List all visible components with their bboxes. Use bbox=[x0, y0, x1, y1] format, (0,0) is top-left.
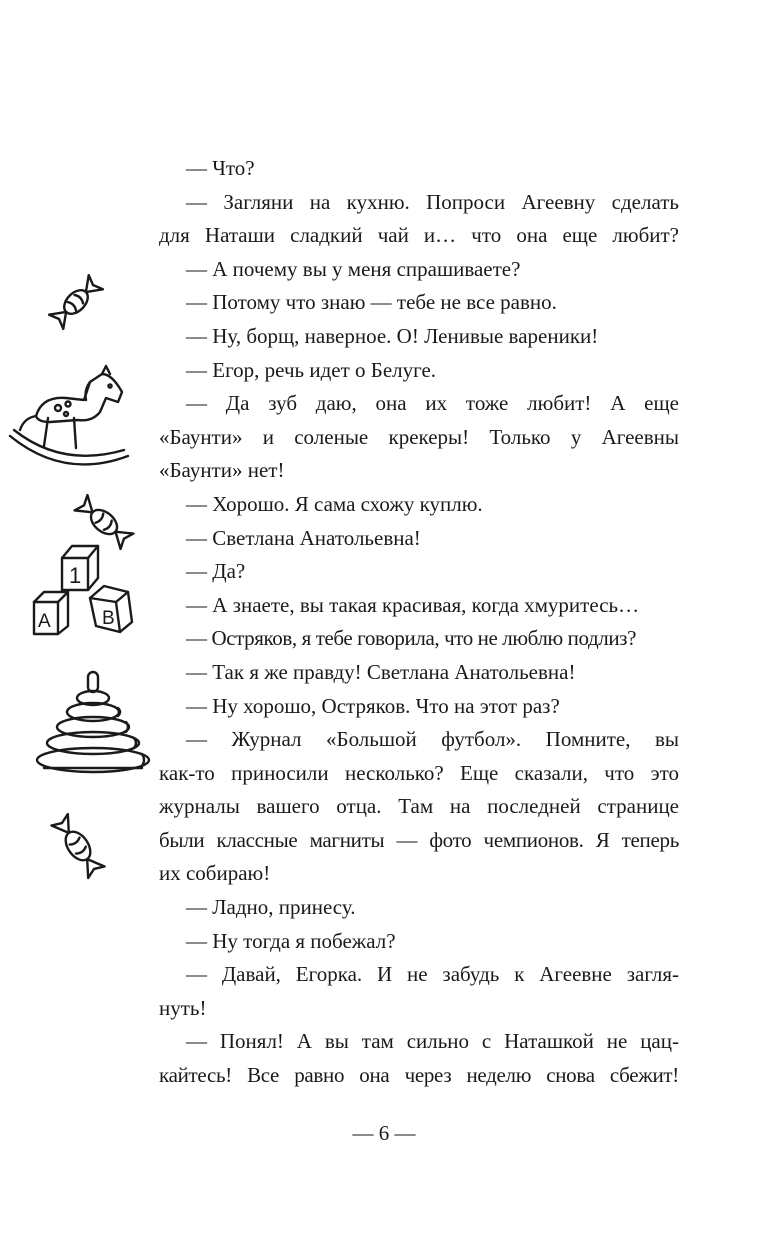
toy-blocks-icon bbox=[28, 536, 138, 636]
stacking-pyramid-icon bbox=[30, 668, 158, 778]
text-line: — Светлана Анатольевна! bbox=[186, 525, 421, 550]
text-line: — Так я же правду! Светлана Анатольевна! bbox=[186, 659, 576, 684]
text-line: как-то приносили несколько? Еще сказали, что это bbox=[159, 760, 679, 785]
text-line: — Да? bbox=[186, 559, 246, 584]
text-line: кайтесь! Все равно она через неделю снова сбежит! bbox=[159, 1063, 679, 1088]
text-line: — Понял! А вы там сильно с Наташкой не цац- bbox=[186, 1029, 679, 1054]
text-line: — Ладно, принесу. bbox=[186, 895, 356, 920]
text-line: — Загляни на кухню. Попроси Агеевну сделать bbox=[186, 189, 679, 214]
text-line: — А почему вы у меня спрашиваете? bbox=[186, 256, 521, 281]
text-line: «Баунти» и соленые крекеры! Только у Агеевны bbox=[159, 424, 679, 449]
candy-icon bbox=[40, 266, 112, 338]
candy-icon bbox=[38, 796, 118, 896]
text-line: — Что? bbox=[186, 156, 255, 180]
text-line: — Остряков, я тебе говорила, что не люблю подлиз? bbox=[186, 626, 636, 651]
page-number: — 6 — bbox=[352, 1121, 416, 1145]
rocking-horse-icon bbox=[6, 360, 132, 480]
text-line: — Ну тогда я побежал? bbox=[186, 928, 396, 953]
block-letter-a: A bbox=[38, 611, 51, 632]
text-line: были классные магниты — фото чемпионов. Я теперь bbox=[159, 827, 679, 852]
text-line: — Ну, борщ, наверное. О! Ленивые вареники! bbox=[186, 323, 599, 348]
text-line: — Хорошо. Я сама схожу куплю. bbox=[186, 491, 483, 516]
text-line: их собираю! bbox=[159, 861, 271, 886]
text-line: — Егор, речь идет о Белуге. bbox=[186, 357, 437, 382]
text-line: — Ну хорошо, Остряков. Что на этот раз? bbox=[186, 693, 560, 718]
text-line: — Потому что знаю — тебе не все равно. bbox=[186, 290, 557, 315]
page-body bbox=[159, 152, 679, 1093]
text-line: «Баунти» нет! bbox=[159, 458, 285, 483]
text-line: — А знаете, вы такая красивая, когда хмуритесь… bbox=[186, 592, 640, 617]
text-line: нуть! bbox=[159, 995, 207, 1020]
block-letter-b: B bbox=[102, 608, 115, 629]
text-line: для Наташи сладкий чай и… что она еще любит? bbox=[159, 223, 679, 248]
text-line: — Журнал «Большой футбол». Помните, вы bbox=[186, 727, 679, 752]
text-line: — Давай, Егорка. И не забудь к Агеевне загля- bbox=[186, 962, 679, 987]
block-letter-1: 1 bbox=[69, 563, 82, 588]
text-line: журналы вашего отца. Там на последней странице bbox=[159, 794, 679, 819]
text-line: — Да зуб даю, она их тоже любит! А еще bbox=[186, 391, 679, 416]
